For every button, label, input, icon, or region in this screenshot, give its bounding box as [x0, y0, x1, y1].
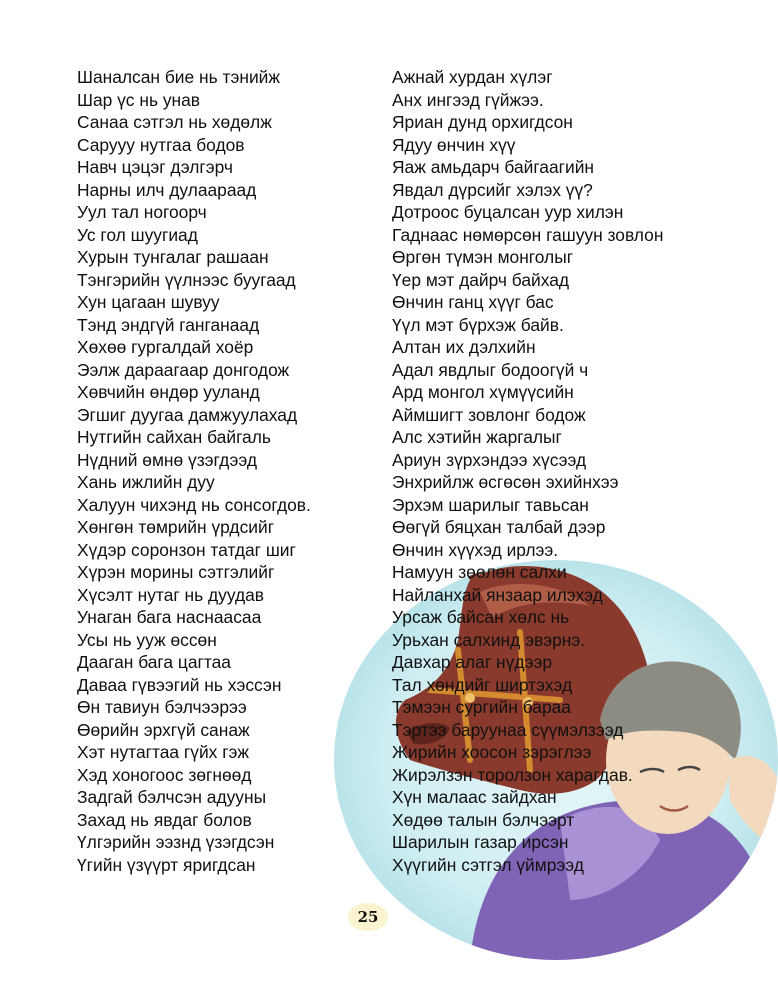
poem-line: Ядуу өнчин хүү — [392, 134, 516, 155]
poem-line: Ард монгол хүмүүсийн — [392, 382, 574, 402]
poem-line: Хүдэр соронзон татдаг шиг — [77, 539, 296, 560]
poem-line: Сарууу нутгаа бодов — [77, 134, 245, 155]
poem-line: Нарны илч дулаараад — [77, 179, 257, 200]
poem-line: Шар үс нь унав — [77, 89, 201, 110]
poem-line: Нүдний өмнө үзэгдээд — [77, 449, 257, 470]
poem-line: Аймшигт зовлонг бодож — [392, 404, 586, 425]
poem-line: Халуун чихэнд нь сонсогдов. — [77, 494, 311, 515]
poem-line: Дотроос буцалсан уур хилэн — [392, 202, 624, 222]
poem-line: Уул тал ногоорч — [77, 202, 207, 222]
poem-line: Шарилын газар ирсэн — [392, 832, 569, 852]
poem-line: Ажнай хурдан хүлэг — [392, 67, 553, 87]
poem-line: Дааган бага цагтаа — [77, 652, 231, 672]
poem-line: Тэртээ баруунаа сүүмэлзээд — [392, 719, 624, 740]
poem-line: Тэмээн сургийн бараа — [392, 697, 571, 717]
poem-line: Ариун зүрхэндээ хүсээд — [392, 449, 587, 470]
poem-line: Шаналсан бие нь тэнийж — [77, 67, 281, 87]
poem-line: Өргөн түмэн монголыг — [392, 247, 574, 267]
poem-line: Явдал дүрсийг хэлэх үү? — [392, 179, 593, 200]
poem-line: Нутгийн сайхан байгаль — [77, 427, 271, 447]
poem-line: Яриан дунд орхигдсон — [392, 112, 573, 132]
poem-line: Хэд хоногоос зөгнөөд — [77, 764, 252, 785]
poem-line: Үүл мэт бүрхэж байв. — [392, 314, 564, 335]
poem-line: Гаднаас нөмөрсөн гашуун зовлон — [392, 224, 664, 245]
poem-line: Хөвчийн өндөр ууланд — [77, 382, 260, 402]
poem-line: Захад нь явдаг болов — [77, 809, 252, 830]
poem-line: Тал хөндийг ширтэхэд — [392, 674, 573, 695]
poem-right-column — [392, 66, 663, 876]
poem-line: Жирэлзэн торолзон харагдав. — [392, 764, 633, 785]
poem-line: Үер мэт дайрч байхад — [392, 269, 570, 290]
poem-line: Өн тавиун бэлчээрээ — [77, 697, 247, 717]
poem-line: Даваа гүвээгий нь хэссэн — [77, 674, 282, 695]
poem-line: Навч цэцэг дэлгэрч — [77, 157, 233, 177]
page-number: 25 — [357, 908, 379, 926]
poem-line: Энхрийлж өсгөсөн эхийнхээ — [392, 472, 619, 492]
poem-line: Хүрэн морины сэтгэлийг — [77, 562, 275, 582]
poem-line: Тэнд эндгүй ганганаад — [77, 314, 260, 335]
poem-line: Ус гол шуугиад — [77, 224, 198, 245]
poem-line: Хэт нутагтаа гүйх гэж — [77, 742, 250, 762]
poem-line: Алс хэтийн жаргалыг — [392, 427, 562, 447]
page-number-badge — [348, 903, 388, 931]
poem-line: Ээлж дараагаар донгодож — [77, 359, 290, 380]
poem-line: Эрхэм шарилыг тавьсан — [392, 494, 589, 515]
poem-line: Унаган бага наснаасаа — [77, 607, 262, 627]
poem-line: Задгай бэлчсэн адууны — [77, 787, 267, 807]
poem-line: Хун цагаан шувуу — [77, 292, 220, 312]
poem-line: Хүүгийн сэтгэл үймрээд — [392, 854, 584, 875]
poem-line: Хөдөө талын бэлчээрт — [392, 809, 575, 830]
poem-line: Урьхан салхинд эвэрнэ. — [392, 629, 586, 650]
poem-line: Үлгэрийн ээзнд үзэгдсэн — [77, 832, 275, 852]
poem-line: Намуун зөөлөн салхи — [392, 562, 567, 582]
poem-line: Хурын тунгалаг рашаан — [77, 247, 269, 267]
poem-line: Адал явдлыг бодоогүй ч — [392, 359, 589, 380]
poem-line: Хүсэлт нутаг нь дуудав — [77, 584, 265, 605]
poem-line: Урсаж байсан хөлс нь — [392, 607, 570, 627]
poem-line: Алтан их дэлхийн — [392, 337, 536, 357]
poem-line: Найланхай янзаар илэхэд — [392, 584, 603, 605]
poem-line: Анх ингээд гүйжээ. — [392, 89, 544, 110]
poem-line: Өөгүй бяцхан талбай дээр — [392, 517, 606, 537]
poem-left-column — [77, 66, 311, 876]
poem-line: Эгшиг дуугаа дамжуулахад — [77, 404, 298, 425]
poem-line: Яаж амьдарч байгаагийн — [392, 157, 595, 177]
poem-line: Хөнгөн төмрийн үрдсийг — [77, 517, 275, 537]
poem-line: Өнчин ганц хүүг бас — [392, 292, 554, 312]
poem-line: Өөрийн эрхгүй санаж — [77, 719, 250, 740]
poem-line: Өнчин хүүхэд ирлээ. — [392, 539, 559, 560]
poem-line: Хүн малаас зайдхан — [392, 787, 557, 807]
poem-line: Хань ижлийн дуу — [77, 472, 215, 492]
poem-line: Санаа сэтгэл нь хөдөлж — [77, 112, 272, 132]
poem-line: Үгийн үзүүрт яригдсан — [77, 854, 256, 875]
poem-line: Жирийн хоосон зэрэглээ — [392, 742, 592, 762]
poem-line: Хөхөө гургалдай хоёр — [77, 337, 254, 357]
poem-line: Усы нь ууж өссөн — [77, 629, 217, 650]
poem-line: Давхар алаг нүдээр — [392, 652, 553, 672]
poem-line: Тэнгэрийн үүлнээс буугаад — [77, 269, 296, 290]
